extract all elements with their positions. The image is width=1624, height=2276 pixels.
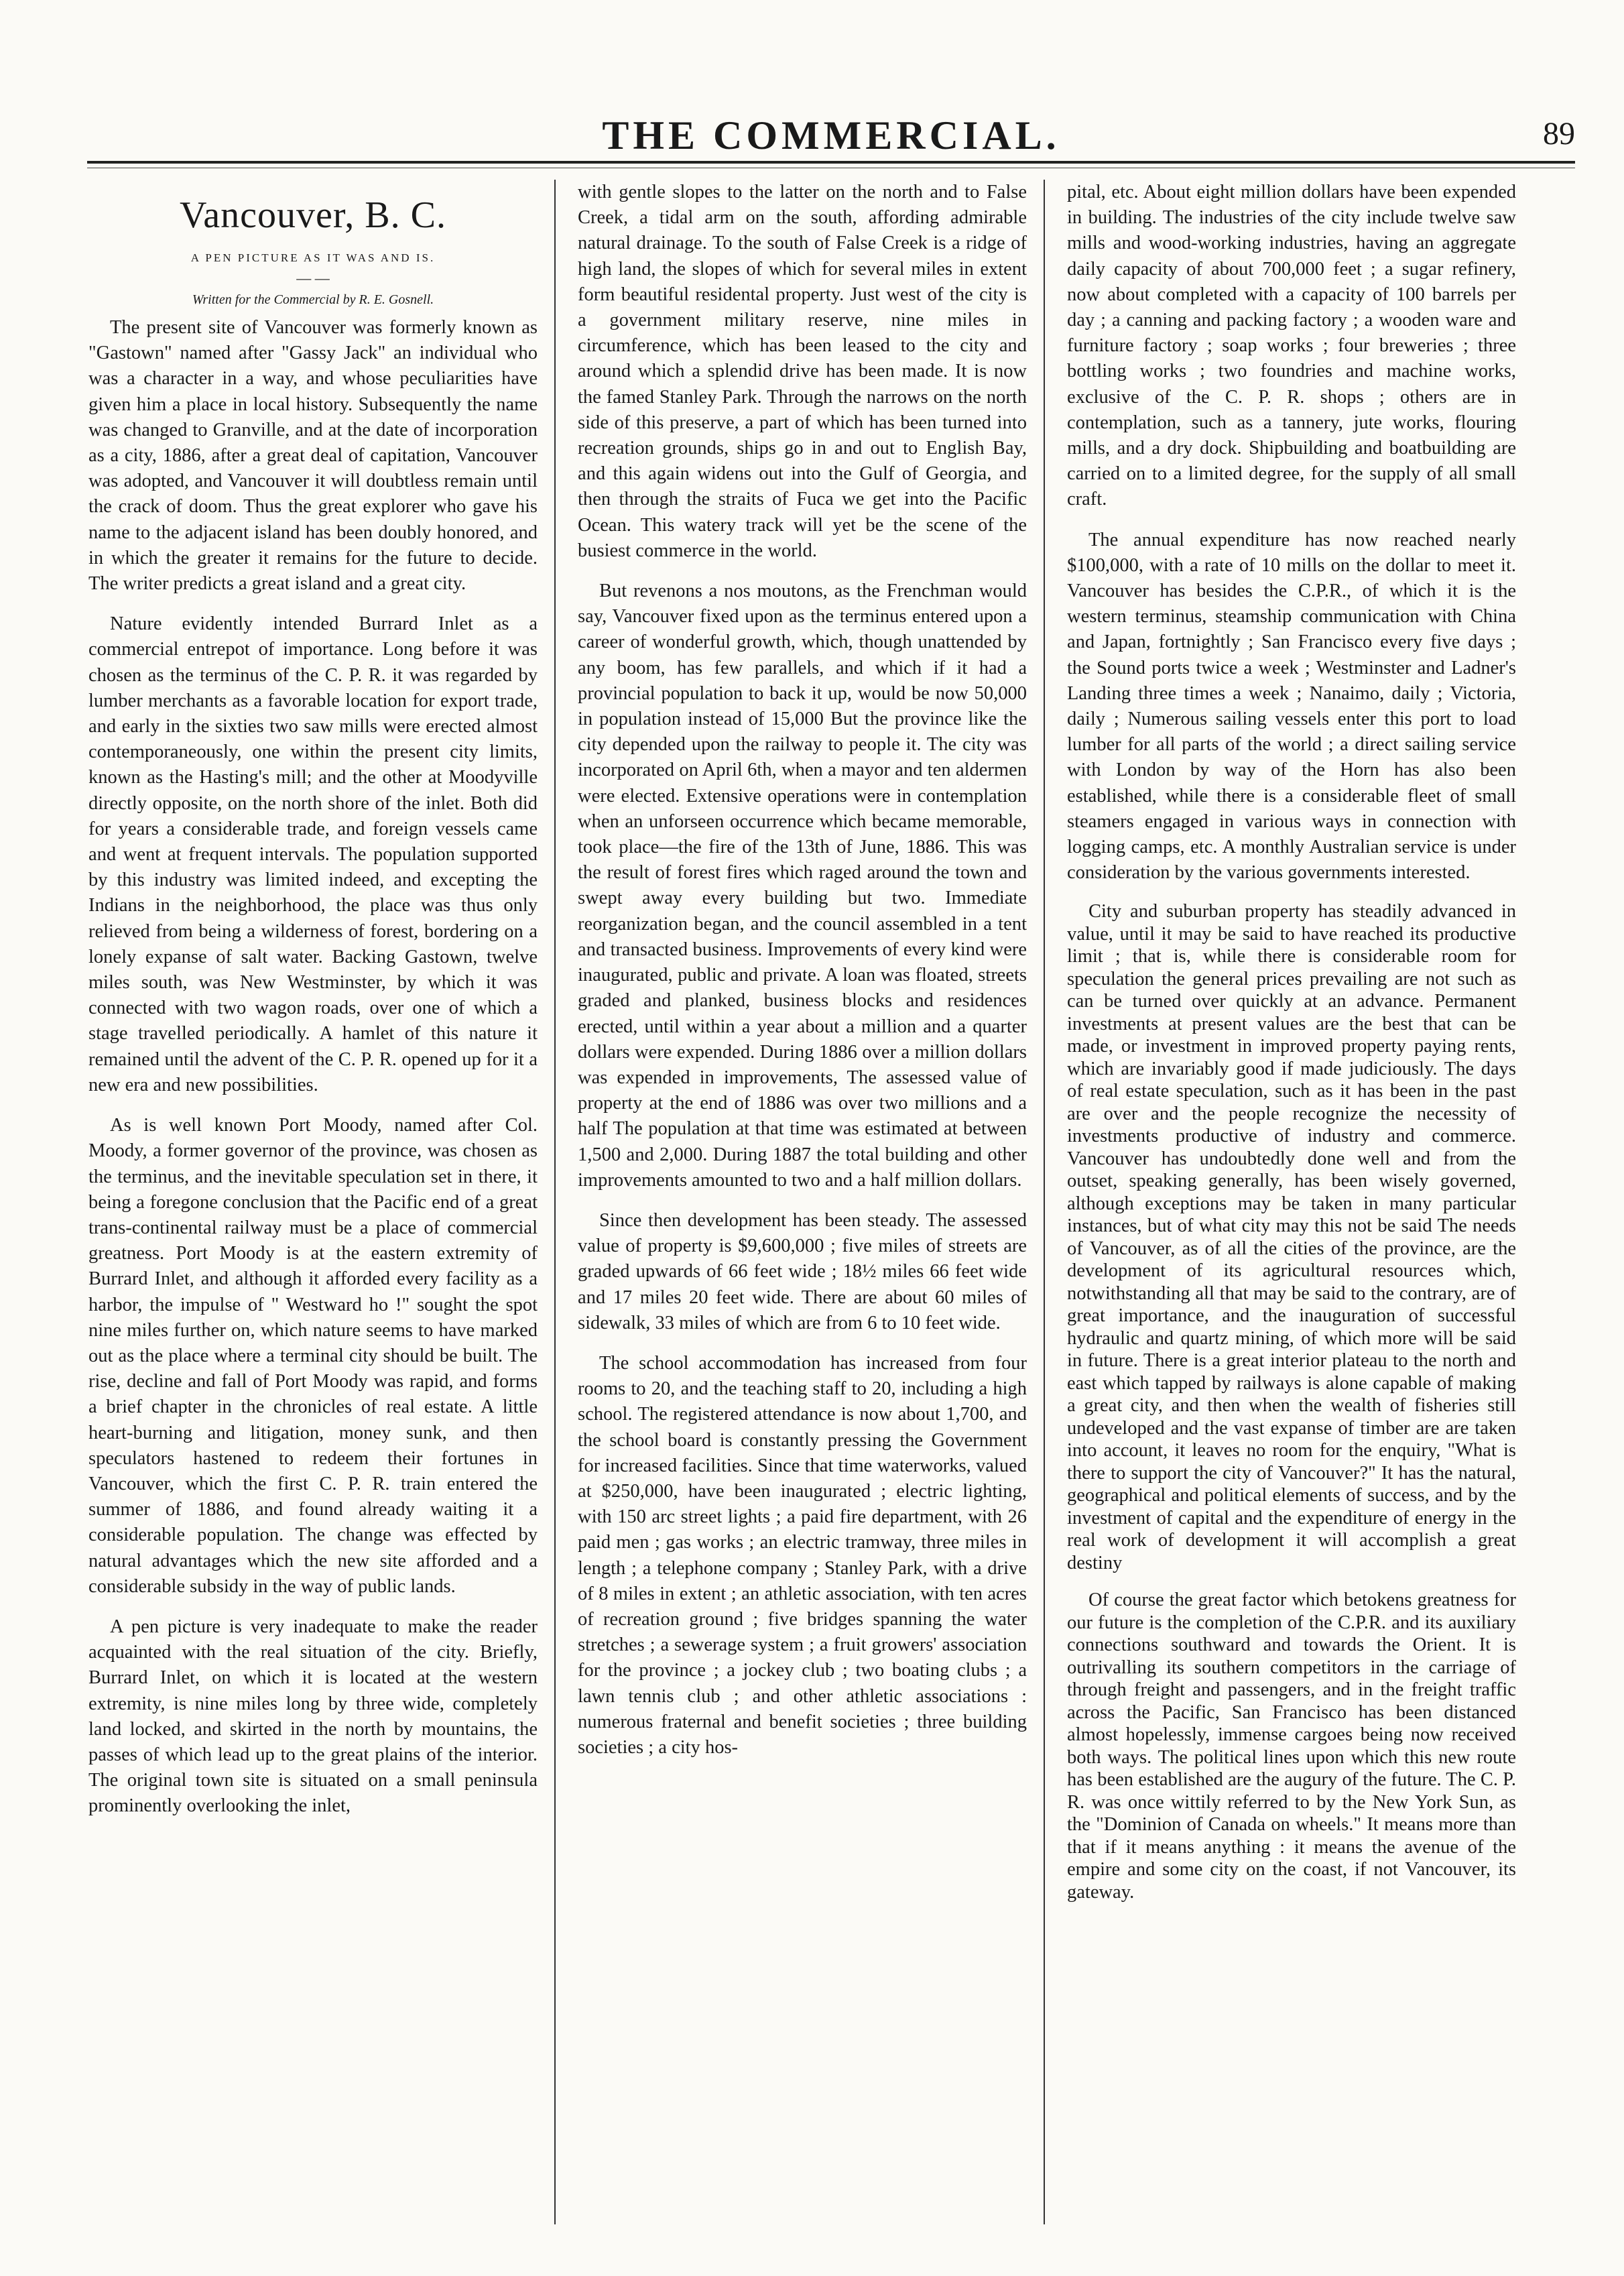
paragraph: As is well known Port Moody, named after Col. Moody, a former governor of the province, was chosen as the terminus, and the inevitable speculation set in there, it being a foregone conclusion that the Pacific end of a great trans-continental railway must be a place of commercial greatness. Port Moody is at the eastern extremity of Burrard Inlet, and although it afforded every facility as a harbor, the impulse of " Westward ho !" sought the spot nine miles further on, which nature seems to have marked out as the place where a terminal city should be built. The rise, decline and fall of Port Moody was rapid, and forms a brief chapter in the chronicles of real estate. A little heart-burning and litigation, money sunk, and then speculators hastened to redeem their fortunes in Vancouver, which the first C. P. R. train entered the summer of 1886, and found already waiting it a considerable population. The change was effected by natural advantages which the new site afforded and a considerable subsidy in the way of public lands. [88, 1115, 538, 1597]
article-title: Vancouver, B. C. [180, 194, 446, 236]
masthead-rule [87, 161, 1575, 164]
paragraph: Of course the great factor which betokens greatness for our future is the completion of the C.P.R. and its auxiliary connections southward and towards the Orient. It is outrivalling its southern competitors in the carriage of through freight and passengers, and in the freight traffic across the Pacific, San Francisco has been distanced almost hopelessly, immense cargoes being now received both ways. The political lines upon which this new route has been established are the augury of the future. The C. P. R. was once wittily referred to by the New York Sun, as the "Dominion of Canada on wheels." It means more than that if it means anything : it means the avenue of the empire and some city on the coast, if not Vancouver, its gateway. [1067, 1590, 1516, 1903]
paragraph: pital, etc. About eight million dollars have been expended in building. The industries of the city include twelve saw mills and wood-working industries, having an aggregate daily capacity of about 700,000 feet ; a sugar refinery, now about completed with a capacity of 100 barrels per day ; a canning and packing factory ; a wooden ware and furniture factory ; soap works ; four breweries ; three bottling works ; two foundries and machine works, exclusive of the C. P. R. shops ; others are in contemplation, such as a tannery, jute works, flouring mills, and a dry dock. Shipbuilding and boatbuilding are carried on to a limited degree, for the supply of all small craft. [1067, 182, 1516, 510]
paragraph: Since then development has been steady. The assessed value of property is $9,600,000 ; five miles of streets are graded upwards of 66 feet wide ; 18½ miles 66 feet wide and 17 miles 20 feet wide. There are about 60 miles of sidewalk, 33 miles of which are from 6 to 10 feet wide. [578, 1209, 1027, 1333]
paragraph: A pen picture is very inadequate to make the reader acquainted with the real situation of the city. Briefly, Burrard Inlet, on which it is located at the western extremity, is nine miles long by three wide, completely land locked, and skirted in the north by mountains, the passes of which lead up to the great plains of the interior. The original town site is situated on a small peninsula prominently overlooking the inlet, [88, 1616, 538, 1817]
column-divider-2 [1044, 180, 1045, 2224]
page-number: 89 [1543, 116, 1575, 152]
column-3 [1067, 180, 1516, 2224]
masthead [87, 101, 1575, 158]
article-subtitle: A PEN PICTURE AS IT WAS AND IS. [190, 251, 436, 264]
article-byline: Written for the Commercial by R. E. Gosnell. [192, 292, 434, 307]
paragraph: with gentle slopes to the latter on the north and to False Creek, a tidal arm on the south, affording admirable natural drainage. To the south of False Creek is a ridge of high land, the slopes of which for several miles in extent form beautiful residental property. Just west of the city is a government military reserve, nine miles in circumference, which has been leased to the city and around which a splendid drive has been made. It is now the famed Stanley Park. Through the narrows on the north side of this preserve, a part of which has been turned into recreation grounds, ships go in and out to English Bay, and this again widens out into the Gulf of Georgia, and then through the straits of Fuca we get into the Pacific Ocean. This watery track will yet be the scene of the busiest commerce in the world. [578, 182, 1027, 561]
subtitle-divider: — — [296, 269, 330, 286]
column-divider-1 [554, 180, 556, 2224]
paragraph: The present site of Vancouver was formerly known as "Gastown" named after "Gassy Jack" an individual who was a character in a way, and whose peculiarities have given him a place in local history. Subsequently the name was changed to Granville, and at the date of incorporation as a city, 1886, after a great deal of capitation, Vancouver was adopted, and Vancouver it will doubtless remain until the crack of doom. Thus the great explorer who gave his name to the adjacent island has been doubly honored, and in which the greater it remains for the future to decide. The writer predicts a great island and a great city. [88, 317, 538, 595]
newspaper-title: THE COMMERCIAL. [602, 113, 1060, 158]
paragraph: Nature evidently intended Burrard Inlet as a commercial entrepot of importance. Long before it was chosen as the terminus of the C. P. R. it was regarded by lumber merchants as a favorable location for export trade, and early in the sixties two saw mills were erected almost contemporaneously, one within the present city limits, known as the Hasting's mill; and the other at Moodyville directly opposite, on the north shore of the inlet. Both did for years a considerable trade, and foreign vessels came and went at frequent intervals. The population supported by this industry was limited indeed, and excepting the Indians in the neighborhood, the place was thus only relieved from being a wilderness of forest, bordering on a lonely expanse of salt water. Backing Gastown, twelve miles south, was New Westminster, by which it was connected with two wagon roads, over one of which a stage travelled periodically. A hamlet of this nature it remained until the advent of the C. P. R. opened up for it a new era and new possibilities. [88, 613, 538, 1095]
column-2 [578, 180, 1027, 2224]
paragraph: The annual expenditure has now reached nearly $100,000, with a rate of 10 mills on the dollar to meet it. Vancouver has besides the C.P.R., of which it is the western terminus, steamship communication with China and Japan, fortnightly ; San Francisco every five days ; the Sound ports twice a week ; Westminster and Ladner's Landing three times a week ; Nanaimo, daily ; Victoria, daily ; Numerous sailing vessels enter this port to load lumber for all parts of the world ; a direct sailing service with London by way of the Horn has also been established, while there is a considerable fleet of small steamers engaged in various ways in connection with logging camps, etc. A monthly Australian service is under consideration by the various governments interested. [1067, 529, 1516, 884]
paragraph: The school accommodation has increased from four rooms to 20, and the teaching staff to 20, including a high school. The registered attendance is now about 1,700, and the school board is constantly pressing the Government for increased facilities. Since that time waterworks, valued at $250,000, have been inaugurated ; electric lighting, with 150 arc street lights ; a paid fire department, with 26 paid men ; gas works ; an electric tramway, three miles in length ; a telephone company ; Stanley Park, with a drive of 8 miles in extent ; an athletic association, with ten acres of recreation ground ; five bridges spanning the water stretches ; a sewerage system ; a fruit growers' association for the province ; a jockey club ; two boating clubs ; a lawn tennis club ; and other athletic associations : numerous fraternal and benefit societies ; three building societies ; a city hos- [578, 1352, 1027, 1758]
paragraph: But revenons a nos moutons, as the Frenchman would say, Vancouver fixed upon as the terminus entered upon a career of wonderful growth, which, though unattended by any boom, has few parallels, and which if it had a provincial population to back it up, would be now 50,000 in population instead of 15,000 But the province like the city depended upon the railway to people it. The city was incorporated on April 6th, when a mayor and ten aldermen were elected. Extensive operations were in contemplation when an unforseen occurrence which became memorable, took place—the fire of the 13th of June, 1886. This was the result of forest fires which raged around the town and swept away every building but two. Immediate reorganization began, and the council assembled in a tent and transacted business. Improvements of every kind were inaugurated, public and private. A loan was floated, streets graded and planked, business blocks and residences erected, until within a year about a million and a quarter dollars were expended. During 1886 over a million dollars was expended in improvements, The assessed value of property at the end of 1886 was over two millions and a half The population at that time was estimated at between 1,500 and 2,000. During 1887 the total building and other improvements amounted to two and a half million dollars. [578, 581, 1027, 1191]
column-1 [88, 180, 538, 2224]
paragraph: City and suburban property has steadily advanced in value, until it may be said to have reached its productive limit ; that is, while there is considerable room for speculation the general prices prevailing are not such as can be turned over quickly at an advance. Permanent investments at present values are the best that can be made, or investment in improved property paying rents, which are invariably good if made judiciously. The days of real estate speculation, such as it has been in the past are over and the people recognize the necessity of investments productive of industry and commerce. Vancouver has undoubtedly done well and from the outset, speaking generally, has been wisely governed, although exceptions may be taken in many particular instances, but of what city may this not be said The needs of Vancouver, as of all the cities of the province, are the development of its agricultural resources which, notwithstanding all that may be said to the contrary, are of great importance, and the inauguration of successful hydraulic and quartz mining, of which more will be said in future. There is a great interior plateau to the north and east which tapped by railways is alone capable of making a great city, and then when the wealth of fisheries still undeveloped and the vast expanse of timber are are taken into account, it leaves no room for the enquiry, "What is there to support the city of Vancouver?" It has the natural, geographical and political elements of success, and by the investment of capital and the expenditure of energy in the real work of development it will accomplish a great destiny [1067, 901, 1516, 1573]
